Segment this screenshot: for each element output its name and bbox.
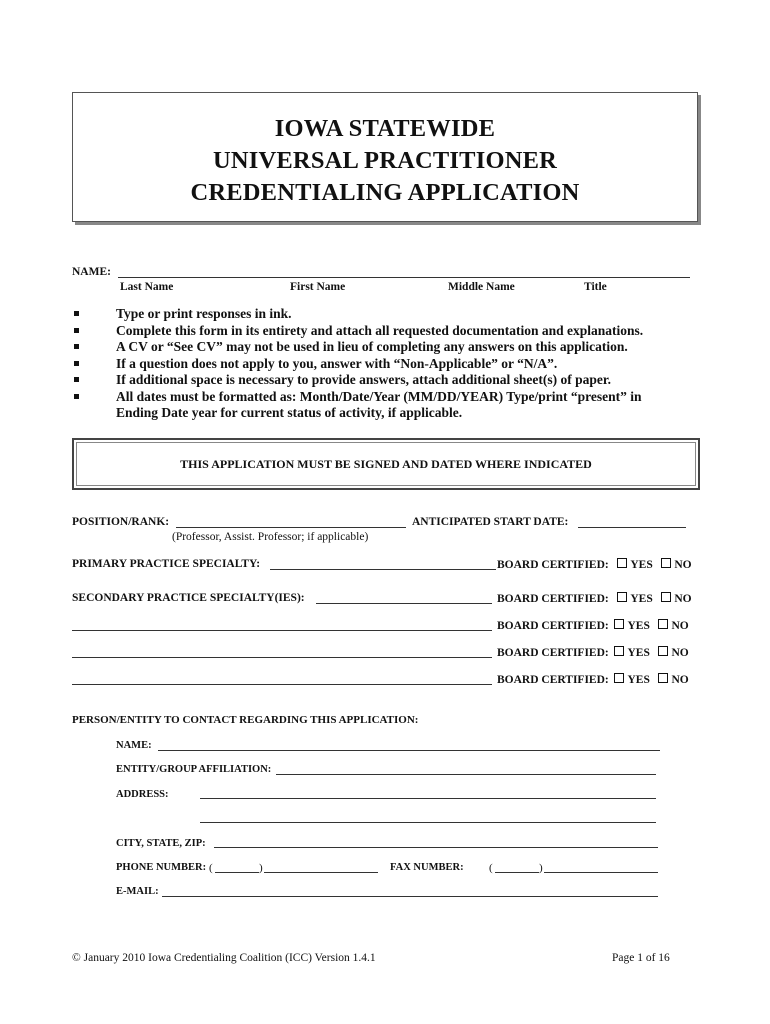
last-name-sublabel: Last Name — [120, 281, 174, 293]
instruction-item: Complete this form in its entirety and attach all requested documentation and explanations. — [72, 323, 692, 340]
instruction-item: If a question does not apply to you, answer with “Non-Applicable” or “N/A”. — [72, 356, 692, 373]
fax-number-field[interactable] — [544, 872, 658, 873]
instruction-item: If additional space is necessary to provide answers, attach additional sheet(s) of paper. — [72, 372, 692, 389]
board-certified-row: BOARD CERTIFIED: YES NO — [497, 647, 689, 659]
title-sublabel: Title — [584, 281, 607, 293]
footer-copyright: © January 2010 Iowa Credentialing Coalition (ICC) Version 1.4.1 — [72, 952, 376, 964]
affiliation-label: ENTITY/GROUP AFFILIATION: — [116, 764, 272, 775]
middle-name-sublabel: Middle Name — [448, 281, 515, 293]
instruction-item: Type or print responses in ink. — [72, 306, 692, 323]
fax-area-code-field[interactable] — [495, 872, 539, 873]
fax-paren-open: ( — [489, 862, 493, 874]
address-field-line-2[interactable] — [200, 822, 656, 823]
affiliation-field[interactable] — [276, 774, 656, 775]
no-checkbox[interactable] — [661, 558, 671, 568]
email-label: E-MAIL: — [116, 886, 159, 897]
board-certified-row: BOARD CERTIFIED: YES NO — [497, 620, 689, 632]
no-checkbox[interactable] — [658, 673, 668, 683]
yes-checkbox[interactable] — [614, 673, 624, 683]
city-state-zip-field[interactable] — [214, 847, 658, 848]
contact-name-field[interactable] — [158, 750, 660, 751]
board-certified-row: BOARD CERTIFIED: YES NO — [497, 674, 689, 686]
no-checkbox[interactable] — [658, 646, 668, 656]
title-line-1: IOWA STATEWIDE — [274, 115, 496, 142]
name-label: NAME: — [72, 266, 111, 278]
additional-specialty-field[interactable] — [72, 684, 492, 685]
position-label: POSITION/RANK: — [72, 516, 170, 528]
first-name-sublabel: First Name — [290, 281, 346, 293]
fax-label: FAX NUMBER: — [390, 862, 464, 873]
address-field[interactable] — [200, 798, 656, 799]
start-date-field[interactable] — [578, 527, 686, 528]
city-state-zip-label: CITY, STATE, ZIP: — [116, 838, 206, 849]
title-line-3: CREDENTIALING APPLICATION — [190, 179, 580, 206]
phone-label: PHONE NUMBER: — [116, 862, 207, 873]
signature-notice-text: THIS APPLICATION MUST BE SIGNED AND DATED WHERE INDICATED — [180, 457, 592, 471]
start-date-label: ANTICIPATED START DATE: — [412, 516, 569, 528]
phone-number-field[interactable] — [264, 872, 378, 873]
yes-checkbox[interactable] — [617, 558, 627, 568]
phone-area-code-field[interactable] — [215, 872, 259, 873]
additional-specialty-field[interactable] — [72, 630, 492, 631]
address-label: ADDRESS: — [116, 789, 169, 800]
secondary-specialty-field[interactable] — [316, 603, 492, 604]
primary-specialty-field[interactable] — [270, 569, 496, 570]
title-line-2: UNIVERSAL PRACTITIONER — [212, 147, 558, 174]
contact-heading: PERSON/ENTITY TO CONTACT REGARDING THIS APPLICATION: — [72, 714, 419, 726]
instruction-item: All dates must be formatted as: Month/Date/Year (MM/DD/YEAR) Type/print “present” in Ending Date year for current status of activity, if applicable. — [72, 389, 692, 422]
board-certified-row: BOARD CERTIFIED: YES NO — [497, 559, 692, 571]
no-checkbox[interactable] — [661, 592, 671, 602]
email-field[interactable] — [162, 896, 658, 897]
page-number: Page 1 of 16 — [612, 952, 670, 964]
signature-notice-box — [72, 438, 700, 490]
yes-checkbox[interactable] — [614, 646, 624, 656]
phone-paren-open: ( — [209, 862, 213, 874]
no-checkbox[interactable] — [658, 619, 668, 629]
title-box — [72, 92, 698, 222]
name-field[interactable] — [118, 277, 690, 278]
yes-checkbox[interactable] — [614, 619, 624, 629]
board-certified-row: BOARD CERTIFIED: YES NO — [497, 593, 692, 605]
primary-specialty-label: PRIMARY PRACTICE SPECIALTY: — [72, 558, 261, 570]
position-hint: (Professor, Assist. Professor; if applicable) — [172, 531, 369, 543]
fax-paren-close: ) — [539, 862, 543, 874]
contact-name-label: NAME: — [116, 740, 152, 751]
instruction-item: A CV or “See CV” may not be used in lieu of completing any answers on this application. — [72, 339, 692, 356]
position-field[interactable] — [176, 527, 406, 528]
yes-checkbox[interactable] — [617, 592, 627, 602]
phone-paren-close: ) — [259, 862, 263, 874]
instructions-list — [72, 306, 692, 422]
secondary-specialty-label: SECONDARY PRACTICE SPECIALTY(IES): — [72, 592, 305, 604]
additional-specialty-field[interactable] — [72, 657, 492, 658]
